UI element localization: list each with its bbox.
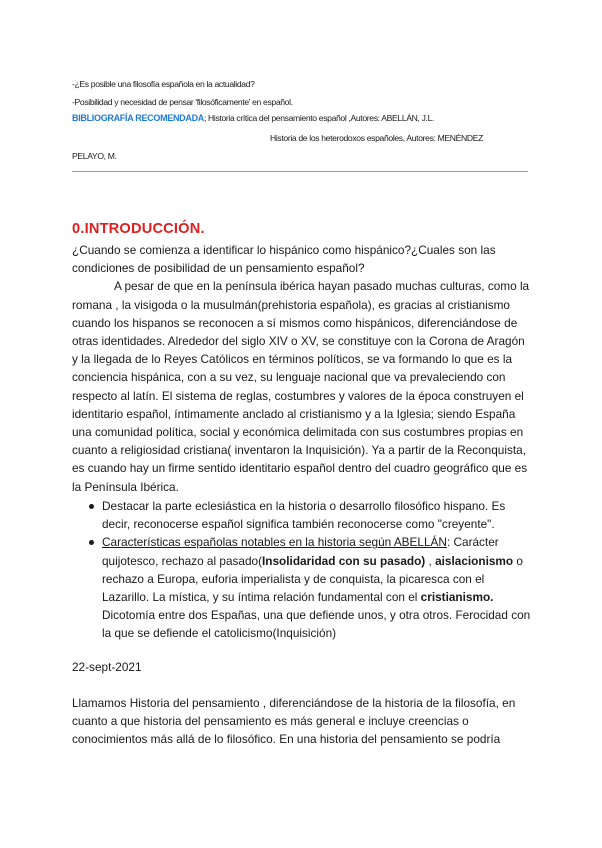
bibliography-ref-2-cont: PELAYO, M. — [72, 151, 117, 161]
horizontal-divider — [72, 171, 528, 172]
bullet-2-text-a: : Carácter quijotesco, rechazo al pasado( — [102, 535, 499, 568]
list-item — [72, 533, 532, 642]
date-label: 22-sept-2021 — [72, 660, 142, 674]
bullet-2-label: Características españolas notables en la historia según ABELLÁN — [102, 535, 447, 550]
bibliography-line — [72, 113, 434, 124]
intro-paragraph: A pesar de que en la península ibérica hayan pasado muchas culturas, como la romana , la visigoda o la musulmán(prehistoria española), es gracias al cristianismo cuando los hispanos se reconocen a sí mismos como hispánicos, diferenciándose de otras identidades. Alrededor del siglo XIV o XV, se constituye con la Corona de Aragón y la llegada de lo Reyes Católicos en términos políticos, se va formando lo que es la conciencia hispánica, con a su vez, su lenguaje nacional que va prevaleciendo con respecto al latín. El sistema de reglas, costumbres y valores de la época construyen el identitario español, íntimamente anclado al cristianismo y a la Iglesia; siendo España una comunidad política, social y económica delimitada con sus costumbres propias en cuanto a religiosidad cristiana( inventaron la Inquisición). Ya a partir de la Reconquista, es cuando hay un firme sentido identitario español dentro del cuadro geográfico que es la Península Ibérica. — [72, 279, 530, 494]
header-line-2: -Posibilidad y necesidad de pensar 'filosóficamente' en español. — [72, 97, 293, 107]
intro-question: ¿Cuando se comienza a identificar lo hispánico como hispánico?¿Cuales son las condiciones de posibilidad de un pensamiento español? — [72, 243, 496, 276]
bullet-2-bold-aislacionismo: aislacionismo — [435, 553, 514, 568]
list-item — [72, 497, 532, 533]
bullet-2-text-g: Dicotomía entre dos Españas, una que defiende unos, y otra otros. Ferocidad con la que se defiende el catolicismo(Inquisición) — [102, 608, 531, 641]
dated-body — [72, 694, 532, 749]
section-heading: 0.INTRODUCCIÓN. — [72, 221, 205, 237]
bullet-2-bold-cristianismo: cristianismo. — [420, 590, 494, 605]
bullet-2-bold-insolidaridad: Insolidaridad con su pasado) — [262, 553, 426, 568]
bullet-dot-icon — [89, 504, 94, 509]
bullet-list — [72, 497, 532, 643]
bibliography-ref-1: ; Historia crítica del pensamiento español ,Autores: ABELLÁN, J.L. — [203, 113, 435, 123]
header-line-1: -¿Es posible una filosofía española en la actualidad? — [72, 79, 255, 89]
bibliography-ref-2: Historia de los heterodoxos españoles, Autores: MENÉNDEZ — [270, 133, 484, 143]
bullet-2-text-c: , — [425, 553, 436, 568]
bullet-1-text: Destacar la parte eclesiástica en la historia o desarrollo filosófico hispano. Es decir, reconocerse español significa también reconocerse como "creyente". — [102, 499, 506, 532]
bullet-dot-icon — [89, 540, 94, 545]
section-body — [72, 241, 532, 496]
bullet-2-text-e: o rechazo a Europa, euforia imperialista y de conquista, la picaresca con el Lazarillo. La mística, y su íntima relación fundamental con el — [102, 553, 523, 605]
bibliography-label: BIBLIOGRAFÍA RECOMENDADA — [72, 113, 204, 123]
dated-paragraph: Llamamos Historia del pensamiento , diferenciándose de la historia de la filosofía, en cuanto a que historia del pensamiento es más general e incluye creencias o conocimientos más allá de lo filosófico. En una historia del pensamiento se podría — [72, 696, 516, 747]
